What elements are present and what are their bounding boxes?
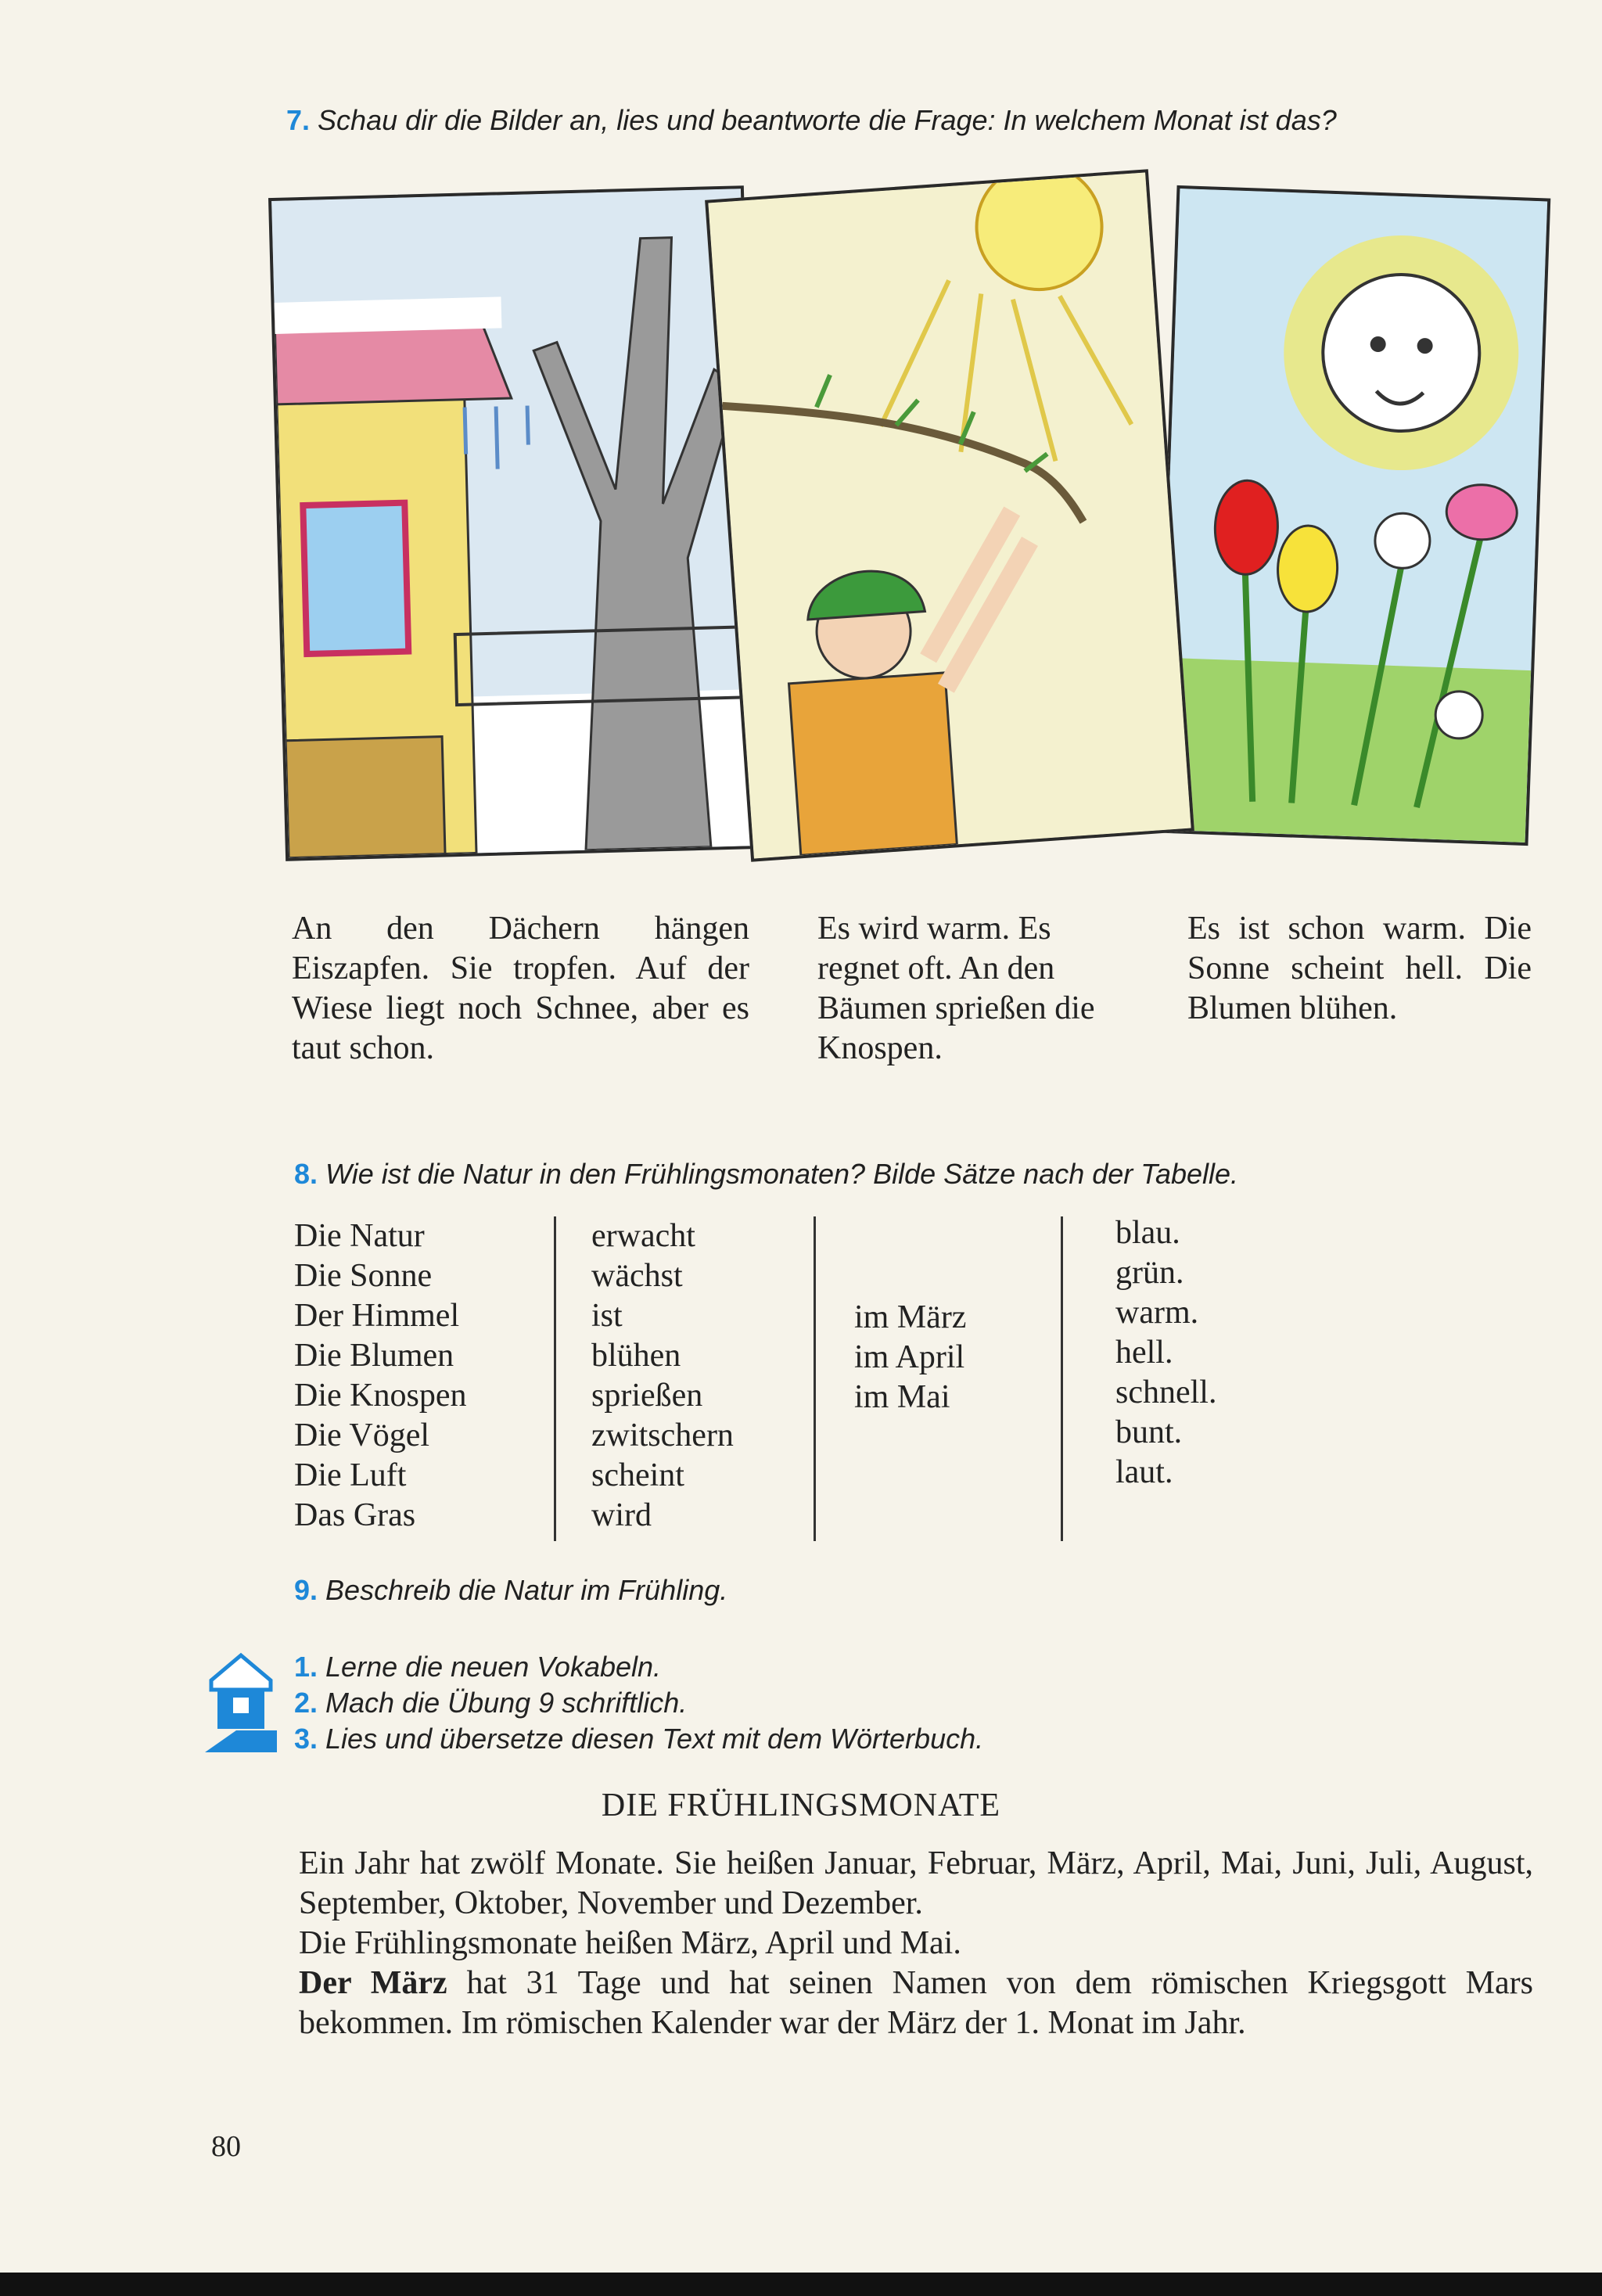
item-number: 1.: [294, 1651, 318, 1683]
item-text: Mach die Übung 9 schriftlich.: [325, 1687, 688, 1719]
list-item: [294, 1685, 983, 1721]
table-cell: Die Luft: [294, 1457, 407, 1493]
table-cell: zwitschern: [591, 1417, 734, 1453]
spring-buds-picture: [705, 169, 1194, 862]
table-cell: hell.: [1115, 1335, 1173, 1371]
table-cell: Die Vögel: [294, 1417, 430, 1453]
table-cell: warm.: [1115, 1295, 1199, 1331]
table-cell: Die Natur: [294, 1218, 425, 1254]
table-cell: im März: [854, 1299, 967, 1335]
table-cell: Die Sonne: [294, 1258, 433, 1294]
task-text: Wie ist die Natur in den Frühlingsmonaten? Bilde Sätze nach der Tabelle.: [325, 1158, 1239, 1190]
task-9-instruction: [294, 1574, 727, 1607]
table-cell: Der Himmel: [294, 1298, 460, 1334]
table-cell: ist: [591, 1298, 623, 1334]
illustration-group: [274, 176, 1541, 868]
paragraph: [299, 1964, 1533, 2043]
table-cell: schnell.: [1115, 1374, 1217, 1410]
homework-list: [294, 1649, 983, 1757]
table-cell: sprießen: [591, 1378, 703, 1414]
list-item: [294, 1649, 983, 1685]
paragraph: Die Frühlingsmonate heißen März, April und Mai.: [299, 1925, 961, 1961]
task-number: 7.: [286, 104, 311, 136]
table-cell: Die Knospen: [294, 1378, 467, 1414]
reading-text: [299, 1844, 1533, 2043]
item-number: 2.: [294, 1687, 318, 1719]
winter-thaw-picture: [268, 185, 761, 861]
task-8-instruction: [294, 1158, 1238, 1191]
reading-title: DIE FRÜHLINGSMONATE: [601, 1788, 1001, 1824]
column-divider: [554, 1216, 556, 1541]
task-text: Beschreib die Natur im Frühling.: [325, 1574, 728, 1606]
caption-winter: An den Dächern hängen Eiszapfen. Sie tropfen. Auf der Wiese liegt noch Schnee, aber es taut schon.: [292, 911, 749, 1066]
may-flowers-picture: [1155, 185, 1551, 846]
adjective-column: [1115, 1213, 1216, 1493]
table-cell: scheint: [591, 1457, 684, 1493]
caption-spring: Es wird warm. Es regnet oft. An den Bäumen sprießen die Knospen.: [817, 911, 1095, 1066]
bold-term: Der März: [299, 1965, 447, 2001]
caption-may: Es ist schon warm. Die Sonne scheint hell. Die Blumen blühen.: [1187, 911, 1532, 1026]
paragraph: Ein Jahr hat zwölf Monate. Sie heißen Januar, Februar, März, April, Mai, Juni, Juli, August, September, Oktober, November und Dezember.: [299, 1845, 1533, 1921]
task-text: Schau dir die Bilder an, lies und beantworte die Frage: In welchem Monat ist das?: [318, 104, 1337, 136]
table-cell: im Mai: [854, 1379, 950, 1415]
task-number: 9.: [294, 1574, 318, 1606]
page-number: 80: [211, 2130, 241, 2163]
task-number: 8.: [294, 1158, 318, 1190]
column-divider: [814, 1216, 816, 1541]
table-cell: blau.: [1115, 1215, 1180, 1251]
table-cell: Das Gras: [294, 1497, 416, 1533]
column-divider: [1061, 1216, 1063, 1541]
table-cell: laut.: [1115, 1454, 1173, 1490]
table-cell: im April: [854, 1339, 965, 1375]
table-cell: wird: [591, 1497, 652, 1533]
paragraph-text: hat 31 Tage und hat seinen Namen von dem römischen Kriegsgott Mars bekommen. Im römischen Kalender war der März der 1. Monat im Jahr.: [299, 1965, 1534, 2041]
item-text: Lerne die neuen Vokabeln.: [325, 1651, 662, 1683]
table-cell: wächst: [591, 1258, 683, 1294]
month-column: [854, 1298, 966, 1417]
table-cell: erwacht: [591, 1218, 695, 1254]
table-cell: Die Blumen: [294, 1338, 454, 1374]
task-7-instruction: [286, 104, 1337, 137]
item-text: Lies und übersetze diesen Text mit dem Wörterbuch.: [325, 1723, 984, 1755]
item-number: 3.: [294, 1723, 318, 1755]
table-cell: bunt.: [1115, 1414, 1183, 1450]
homework-house-icon: [205, 1649, 277, 1752]
list-item: [294, 1721, 983, 1757]
scan-border: [0, 2273, 1602, 2296]
table-cell: blühen: [591, 1338, 681, 1374]
subject-column: [294, 1216, 466, 1536]
verb-column: [591, 1216, 734, 1536]
table-cell: grün.: [1115, 1255, 1184, 1291]
